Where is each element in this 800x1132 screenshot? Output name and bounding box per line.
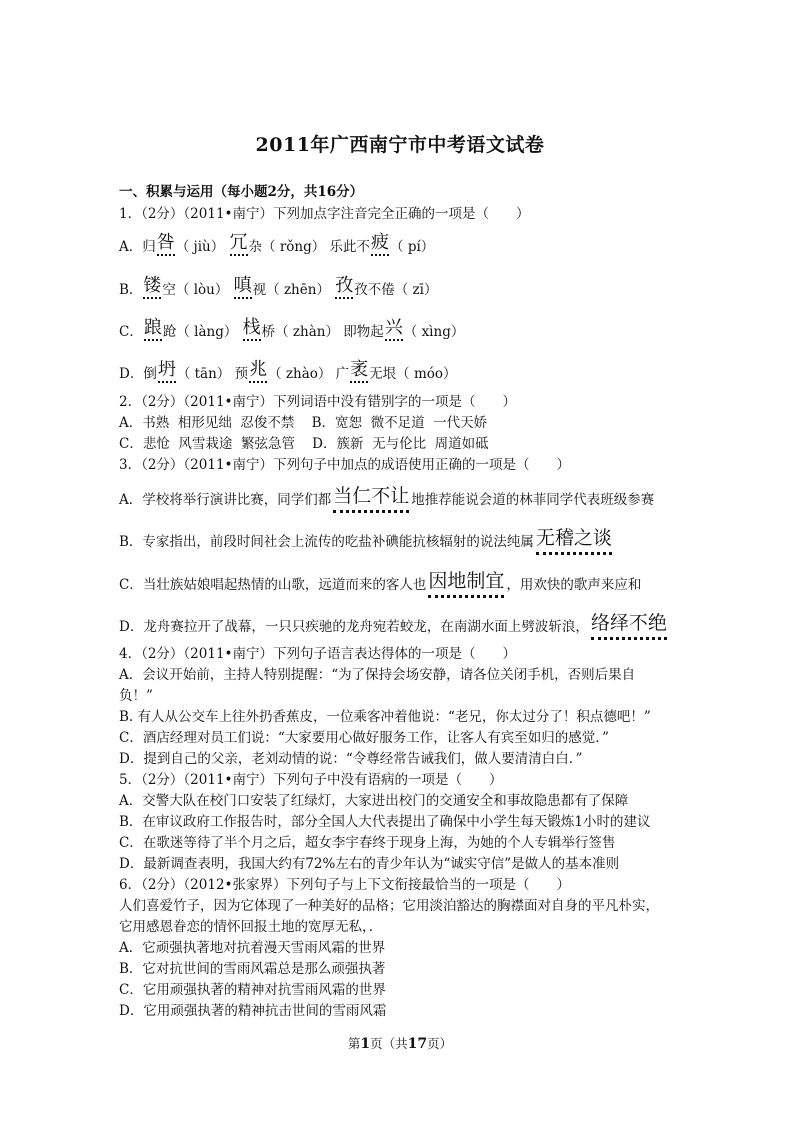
q6-option-d: D．它用顽强执著的精神抗击世间的雪雨风霜	[119, 1003, 387, 1019]
idiom-word: 因地制宜	[428, 571, 504, 598]
q6-passage-line-2: 它用感恩眷恋的情怀回报土地的宽厚无私，．	[119, 919, 383, 935]
q3-option-c	[119, 571, 641, 598]
dotted-char: 嗔	[234, 277, 252, 299]
pinyin-text: （ tān） 预	[176, 366, 249, 382]
q3-stem: 3．（2分）（2011•南宁）下列句子中加点的成语使用正确的一项是（ ）	[119, 457, 570, 473]
dotted-char: 坍	[158, 361, 176, 383]
dotted-char: 兆	[249, 361, 267, 383]
dotted-char: 栈	[243, 319, 261, 341]
q4-option-a-cont: 负！”	[119, 688, 153, 704]
idiom-word: 当仁不让	[333, 486, 409, 513]
pinyin-text: 视（ zhēn）	[252, 282, 335, 298]
dotted-char: 冗	[230, 234, 248, 256]
option-text: C．当壮族姑娘唱起热情的山歌，远道而来的客人也	[119, 577, 427, 593]
q6-option-b: B．它对抗世间的雪雨风霜总是那么顽强执著	[119, 961, 386, 977]
option-text: A．学校将举行演讲比赛，同学们都	[119, 492, 332, 508]
page-title: 2011年广西南宁市中考语文试卷	[255, 134, 545, 156]
idiom-word: 无稽之谈	[536, 528, 612, 555]
q3-option-d	[119, 613, 669, 640]
q5-option-c: C．在歌迷等待了半个月之后，超女李宇春终于现身上海，为她的个人专辑举行签售	[119, 835, 616, 851]
option-text: 地推荐能说会道的林菲同学代表班级参赛	[411, 492, 655, 508]
section-heading: 一、积累与运用（每小题2分，共16分）	[119, 184, 364, 200]
q4-option-c: C．酒店经理对员工们说：“大家要用心做好服务工作，让客人有宾至如归的感觉．”	[119, 730, 609, 746]
idiom-word: 络绎不绝	[591, 613, 667, 640]
q4-option-a: A．会议开始前，主持人特别提醒：“为了保持会场安静，请各位关闭手机，否则后果自	[119, 667, 636, 683]
q1-option-d	[119, 361, 457, 383]
q4-option-d: D．提到自己的父亲，老刘动情的说：“令尊经常告诫我们，做人要清清白白．”	[119, 751, 583, 767]
option-label: D．倒	[119, 366, 157, 382]
dotted-char: 镂	[143, 277, 161, 299]
pinyin-text: 跄（ làng）	[162, 324, 242, 340]
q1-stem: 1．（2分）（2011•南宁）下列加点字注音完全正确的一项是（ ）	[119, 206, 530, 222]
option-text: D．龙舟赛拉开了战幕，一只只疾驰的龙舟宛若蛟龙，在南湖水面上劈波斩浪，	[119, 619, 589, 635]
option-label: B．	[119, 282, 143, 298]
q5-stem: 5．（2分）（2011•南宁）下列句子中没有语病的一项是（ ）	[119, 772, 503, 788]
pinyin-text: 无垠（ móo）	[369, 366, 457, 382]
q4-option-b: B. 有人从公交车上往外扔香蕉皮，一位乘客冲着他说：“老兄，你太过分了！积点德吧！”	[119, 709, 651, 725]
footer-text: 第	[347, 1036, 361, 1051]
pinyin-text: （ xìng）	[403, 324, 465, 340]
pinyin-text: （ pí）	[390, 239, 435, 255]
footer-text: 页（共	[370, 1036, 408, 1051]
q6-stem: 6．（2分）（2012•张家界）下列句子与上下文衔接最恰当的一项是（ ）	[119, 877, 570, 893]
option-label: A．归	[119, 239, 156, 255]
q5-option-d: D．最新调查表明，我国大约有72%左右的青少年认为“诚实守信”是做人的基本准则	[119, 856, 620, 872]
q2-options-ab: A．书熟 相形见绌 忍俊不禁 B．宽恕 微不足道 一代天娇	[119, 415, 488, 431]
q5-option-a: A．交警大队在校门口安装了红绿灯，大家进出校门的交通安全和事故隐患都有了保障	[119, 793, 629, 809]
q6-option-c: C．它用顽强执著的精神对抗雪雨风霜的世界	[119, 982, 386, 998]
pinyin-text: 空（ lòu）	[162, 282, 233, 298]
dotted-char: 袤	[350, 361, 368, 383]
option-text: B．专家指出，前段时间社会上流传的吃盐补碘能抗核辐射的说法纯属	[119, 534, 534, 550]
q6-passage-line-1: 人们喜爱竹子，因为它体现了一种美好的品格；它用淡泊豁达的胸襟面对自身的平凡朴实，	[119, 898, 659, 914]
q2-options-cd: C．悲怆 风雪栽途 繁弦急管 D．簇新 无与伦比 周道如砥	[119, 436, 489, 452]
dotted-char: 踉	[144, 319, 162, 341]
dotted-char: 孜	[335, 277, 353, 299]
option-text: ，用欢快的歌声来应和	[506, 577, 642, 593]
dotted-char: 疲	[371, 234, 389, 256]
pinyin-text: （ jiù）	[175, 239, 229, 255]
q1-option-c	[119, 319, 464, 341]
q6-option-a: A．它顽强执著地对抗着漫天雪雨风霜的世界	[119, 940, 386, 956]
dotted-char: 兴	[385, 319, 403, 341]
q5-option-b: B．在审议政府工作报告时，部分全国人大代表提出了确保中小学生每天锻炼1小时的建议	[119, 814, 651, 830]
q2-stem: 2．（2分）（2011•南宁）下列词语中没有错别字的一项是（ ）	[119, 394, 516, 410]
pinyin-text: （ zhào） 广	[268, 366, 350, 382]
pinyin-text: 桥（ zhàn） 即物起	[261, 324, 384, 340]
q3-option-b	[119, 528, 614, 555]
pinyin-text: 孜不倦（ zī）	[354, 282, 438, 298]
q1-option-a	[119, 234, 434, 256]
footer-text: 页）	[427, 1036, 453, 1051]
option-label: C．	[119, 324, 143, 340]
q4-stem: 4．（2分）（2011•南宁）下列句子语言表达得体的一项是（ ）	[119, 646, 516, 662]
q3-option-a	[119, 486, 654, 513]
page-footer	[0, 1034, 800, 1052]
dotted-char: 咎	[157, 234, 175, 256]
q1-option-b	[119, 277, 437, 299]
page-total: 17	[407, 1036, 428, 1052]
page-number: 1	[360, 1036, 371, 1052]
pinyin-text: 杂（ rǒng） 乐此不	[248, 239, 371, 255]
